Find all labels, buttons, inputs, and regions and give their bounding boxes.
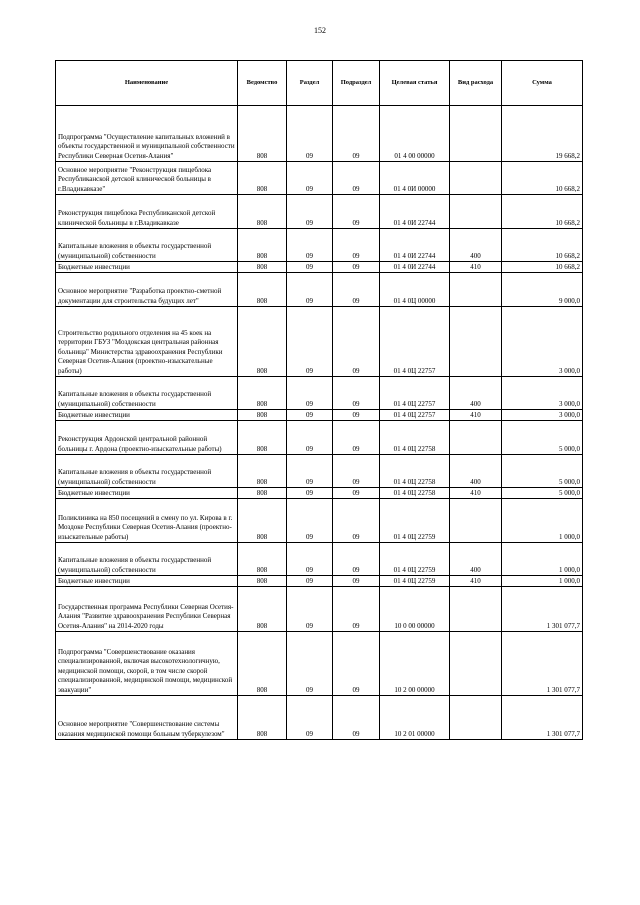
cell-target-item: 01 4 0Ц 22757 bbox=[380, 307, 450, 377]
table-row bbox=[56, 410, 583, 421]
cell-name: Подпрограмма "Осуществление капитальных вложений в объекты государственной и муниципальной собственности Республики Северная Осетия-Алания" bbox=[56, 106, 238, 162]
cell-expense-type: 400 bbox=[450, 543, 502, 576]
cell-name: Капитальные вложения в объекты государственной (муниципальной) собственности bbox=[56, 229, 238, 262]
cell-subsection: 09 bbox=[333, 229, 380, 262]
cell-section: 09 bbox=[287, 195, 333, 229]
cell-name: Основное мероприятие "Совершенствование системы оказания медицинской помощи больным туберкулезом" bbox=[56, 696, 238, 740]
cell-target-item: 10 2 00 00000 bbox=[380, 632, 450, 696]
cell-expense-type: 400 bbox=[450, 377, 502, 410]
cell-subsection: 09 bbox=[333, 421, 380, 455]
cell-department: 808 bbox=[238, 576, 287, 587]
cell-amount: 1 301 077,7 bbox=[502, 632, 583, 696]
table-row bbox=[56, 307, 583, 377]
cell-subsection: 09 bbox=[333, 377, 380, 410]
header-section: Раздел bbox=[287, 61, 333, 106]
cell-department: 808 bbox=[238, 488, 287, 499]
table-row bbox=[56, 195, 583, 229]
cell-expense-type: 410 bbox=[450, 262, 502, 273]
cell-expense-type bbox=[450, 273, 502, 307]
cell-expense-type bbox=[450, 162, 502, 195]
table-row bbox=[56, 421, 583, 455]
cell-amount: 10 668,2 bbox=[502, 262, 583, 273]
cell-expense-type: 410 bbox=[450, 488, 502, 499]
cell-target-item: 01 4 0И 22744 bbox=[380, 262, 450, 273]
cell-amount: 1 301 077,7 bbox=[502, 587, 583, 632]
cell-name: Реконструкция пищеблока Республиканской детской клинической больницы в г.Владикавказе bbox=[56, 195, 238, 229]
cell-department: 808 bbox=[238, 543, 287, 576]
cell-section: 09 bbox=[287, 499, 333, 543]
cell-amount: 1 000,0 bbox=[502, 499, 583, 543]
cell-department: 808 bbox=[238, 307, 287, 377]
cell-section: 09 bbox=[287, 262, 333, 273]
cell-target-item: 01 4 0Ц 22759 bbox=[380, 543, 450, 576]
table-row bbox=[56, 162, 583, 195]
cell-subsection: 09 bbox=[333, 576, 380, 587]
cell-target-item: 01 4 0Ц 22758 bbox=[380, 455, 450, 488]
cell-department: 808 bbox=[238, 410, 287, 421]
table-row bbox=[56, 377, 583, 410]
cell-section: 09 bbox=[287, 543, 333, 576]
cell-amount: 5 000,0 bbox=[502, 455, 583, 488]
cell-name: Капитальные вложения в объекты государственной (муниципальной) собственности bbox=[56, 377, 238, 410]
cell-subsection: 09 bbox=[333, 106, 380, 162]
cell-subsection: 09 bbox=[333, 195, 380, 229]
cell-target-item: 01 4 0Ц 00000 bbox=[380, 273, 450, 307]
table-row bbox=[56, 587, 583, 632]
cell-expense-type bbox=[450, 696, 502, 740]
budget-table bbox=[55, 60, 583, 740]
cell-expense-type: 410 bbox=[450, 410, 502, 421]
cell-subsection: 09 bbox=[333, 696, 380, 740]
cell-target-item: 01 4 0Ц 22758 bbox=[380, 421, 450, 455]
table-header-row bbox=[56, 61, 583, 106]
table-row bbox=[56, 543, 583, 576]
cell-section: 09 bbox=[287, 377, 333, 410]
cell-expense-type bbox=[450, 106, 502, 162]
header-subsection: Подраздел bbox=[333, 61, 380, 106]
cell-name: Бюджетные инвестиции bbox=[56, 488, 238, 499]
cell-amount: 5 000,0 bbox=[502, 488, 583, 499]
table-row bbox=[56, 455, 583, 488]
cell-name: Бюджетные инвестиции bbox=[56, 262, 238, 273]
cell-department: 808 bbox=[238, 632, 287, 696]
cell-subsection: 09 bbox=[333, 587, 380, 632]
table-row bbox=[56, 229, 583, 262]
header-amount: Сумма bbox=[502, 61, 583, 106]
header-target-item: Целевая статья bbox=[380, 61, 450, 106]
cell-subsection: 09 bbox=[333, 455, 380, 488]
table-row bbox=[56, 262, 583, 273]
cell-name: Основное мероприятие "Разработка проектно-сметной документации для строительства будущих лет" bbox=[56, 273, 238, 307]
cell-name: Поликлиника на 850 посещений в смену по ул. Кирова в г. Моздоке Республики Северная Осетия-Алания (проектно-изыскательные работы) bbox=[56, 499, 238, 543]
cell-name: Реконструкция Ардонской центральной районной больницы г. Ардона (проектно-изыскательные работы) bbox=[56, 421, 238, 455]
cell-department: 808 bbox=[238, 696, 287, 740]
cell-subsection: 09 bbox=[333, 410, 380, 421]
cell-department: 808 bbox=[238, 587, 287, 632]
cell-amount: 9 000,0 bbox=[502, 273, 583, 307]
page-number: 152 bbox=[314, 26, 326, 35]
cell-amount: 5 000,0 bbox=[502, 421, 583, 455]
cell-target-item: 01 4 0Ц 22759 bbox=[380, 576, 450, 587]
cell-name: Капитальные вложения в объекты государственной (муниципальной) собственности bbox=[56, 543, 238, 576]
cell-expense-type: 400 bbox=[450, 229, 502, 262]
cell-section: 09 bbox=[287, 229, 333, 262]
cell-section: 09 bbox=[287, 106, 333, 162]
cell-expense-type bbox=[450, 421, 502, 455]
cell-target-item: 01 4 00 00000 bbox=[380, 106, 450, 162]
cell-target-item: 01 4 0Ц 22758 bbox=[380, 488, 450, 499]
cell-expense-type bbox=[450, 632, 502, 696]
cell-department: 808 bbox=[238, 162, 287, 195]
cell-expense-type: 410 bbox=[450, 576, 502, 587]
cell-department: 808 bbox=[238, 195, 287, 229]
cell-amount: 1 000,0 bbox=[502, 543, 583, 576]
cell-amount: 3 000,0 bbox=[502, 410, 583, 421]
cell-department: 808 bbox=[238, 106, 287, 162]
cell-name: Бюджетные инвестиции bbox=[56, 410, 238, 421]
cell-department: 808 bbox=[238, 455, 287, 488]
cell-subsection: 09 bbox=[333, 543, 380, 576]
table-row bbox=[56, 696, 583, 740]
cell-department: 808 bbox=[238, 273, 287, 307]
cell-target-item: 01 4 0И 22744 bbox=[380, 195, 450, 229]
cell-section: 09 bbox=[287, 421, 333, 455]
cell-target-item: 01 4 0И 22744 bbox=[380, 229, 450, 262]
cell-expense-type bbox=[450, 307, 502, 377]
table-row bbox=[56, 499, 583, 543]
table-row bbox=[56, 273, 583, 307]
cell-subsection: 09 bbox=[333, 262, 380, 273]
cell-amount: 3 000,0 bbox=[502, 307, 583, 377]
cell-section: 09 bbox=[287, 587, 333, 632]
cell-subsection: 09 bbox=[333, 488, 380, 499]
header-department: Ведомство bbox=[238, 61, 287, 106]
cell-expense-type bbox=[450, 587, 502, 632]
cell-department: 808 bbox=[238, 499, 287, 543]
cell-target-item: 01 4 0Ц 22759 bbox=[380, 499, 450, 543]
cell-section: 09 bbox=[287, 455, 333, 488]
cell-name: Капитальные вложения в объекты государственной (муниципальной) собственности bbox=[56, 455, 238, 488]
cell-amount: 1 000,0 bbox=[502, 576, 583, 587]
cell-amount: 10 668,2 bbox=[502, 229, 583, 262]
cell-amount: 19 668,2 bbox=[502, 106, 583, 162]
cell-section: 09 bbox=[287, 162, 333, 195]
cell-expense-type bbox=[450, 499, 502, 543]
table-row bbox=[56, 106, 583, 162]
cell-name: Подпрограмма "Совершенствование оказания специализированной, включая высокотехнологичную, медицинской помощи, скорой, в том числе скорой специализированной, медицинской помощи, медицинской эвакуации" bbox=[56, 632, 238, 696]
cell-target-item: 10 0 00 00000 bbox=[380, 587, 450, 632]
cell-department: 808 bbox=[238, 262, 287, 273]
cell-target-item: 01 4 0И 00000 bbox=[380, 162, 450, 195]
cell-section: 09 bbox=[287, 273, 333, 307]
cell-subsection: 09 bbox=[333, 162, 380, 195]
cell-amount: 10 668,2 bbox=[502, 162, 583, 195]
cell-section: 09 bbox=[287, 307, 333, 377]
header-name: Наименование bbox=[56, 61, 238, 106]
cell-subsection: 09 bbox=[333, 499, 380, 543]
cell-expense-type bbox=[450, 195, 502, 229]
cell-department: 808 bbox=[238, 421, 287, 455]
cell-amount: 10 668,2 bbox=[502, 195, 583, 229]
cell-target-item: 01 4 0Ц 22757 bbox=[380, 377, 450, 410]
cell-department: 808 bbox=[238, 377, 287, 410]
cell-expense-type: 400 bbox=[450, 455, 502, 488]
cell-section: 09 bbox=[287, 410, 333, 421]
cell-target-item: 10 2 01 00000 bbox=[380, 696, 450, 740]
table-row bbox=[56, 488, 583, 499]
cell-target-item: 01 4 0Ц 22757 bbox=[380, 410, 450, 421]
cell-section: 09 bbox=[287, 488, 333, 499]
cell-section: 09 bbox=[287, 632, 333, 696]
cell-name: Строительство родильного отделения на 45 коек на территории ГБУЗ "Моздокская центральная районная больница" Министерства здравоохранения Республики Северная Осетия-Алания (проектно-изыскательные работы) bbox=[56, 307, 238, 377]
cell-section: 09 bbox=[287, 696, 333, 740]
cell-name: Основное мероприятие "Реконструкция пищеблока Республиканской детской клинической больницы в г.Владикавказе" bbox=[56, 162, 238, 195]
cell-subsection: 09 bbox=[333, 632, 380, 696]
cell-amount: 1 301 077,7 bbox=[502, 696, 583, 740]
header-expense-type: Вид расхода bbox=[450, 61, 502, 106]
cell-amount: 3 000,0 bbox=[502, 377, 583, 410]
cell-name: Бюджетные инвестиции bbox=[56, 576, 238, 587]
table-row bbox=[56, 576, 583, 587]
cell-subsection: 09 bbox=[333, 307, 380, 377]
cell-section: 09 bbox=[287, 576, 333, 587]
cell-department: 808 bbox=[238, 229, 287, 262]
cell-subsection: 09 bbox=[333, 273, 380, 307]
table-row bbox=[56, 632, 583, 696]
cell-name: Государственная программа Республики Северная Осетия-Алания "Развитие здравоохранения Республики Северная Осетия-Алания" на 2014-2020 годы bbox=[56, 587, 238, 632]
